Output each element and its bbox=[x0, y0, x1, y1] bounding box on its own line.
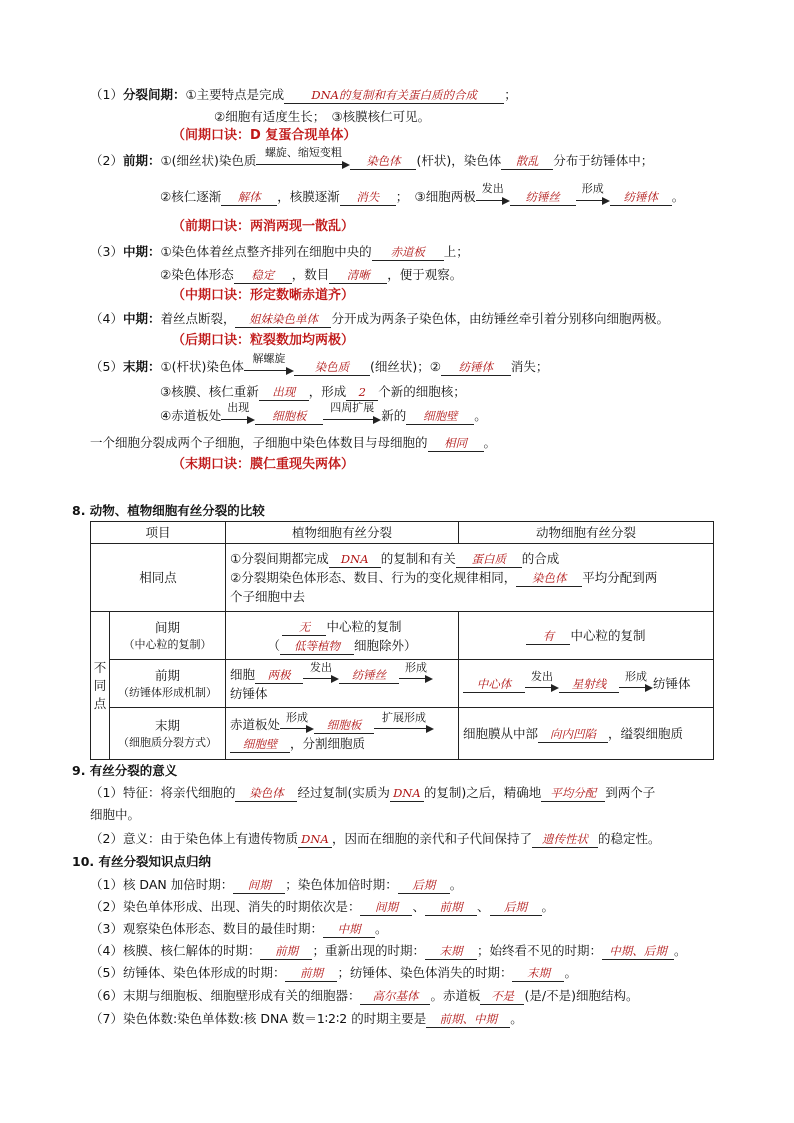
text: 的合成 bbox=[521, 551, 560, 566]
arrow-label: 出现 bbox=[227, 401, 250, 414]
answer-blank: 蛋白质 bbox=[456, 552, 522, 568]
arrow bbox=[280, 710, 314, 734]
prophase-mnemonic: （前期口诀：两消两现一散乱） bbox=[172, 219, 355, 234]
telophase-line-2 bbox=[160, 383, 466, 401]
prophase-line-1 bbox=[90, 146, 654, 170]
answer-blank: 无 bbox=[282, 620, 326, 636]
same-content bbox=[226, 544, 714, 612]
anaphase-title: 中期： bbox=[122, 311, 161, 326]
answer-blank: DNA bbox=[298, 832, 332, 848]
answer-blank: 纺锤体 bbox=[441, 360, 511, 376]
arrow bbox=[244, 352, 294, 376]
interphase-mnemonic: （间期口诀：D 复蛋合现单体） bbox=[172, 128, 357, 143]
text: 到两个子 bbox=[605, 785, 656, 800]
text: 中心粒的复制 bbox=[570, 628, 646, 643]
answer-blank: 散乱 bbox=[501, 154, 553, 170]
text: ； bbox=[504, 87, 517, 102]
answer-blank: 间期 bbox=[360, 900, 412, 916]
text: ，核膜逐渐 bbox=[277, 189, 340, 204]
text: ②核仁逐渐 bbox=[160, 189, 222, 204]
arrow-label: 发出 bbox=[481, 182, 504, 195]
row-label-interphase: 间期 （中心粒的复制） bbox=[110, 612, 226, 660]
same-label: 相同点 bbox=[91, 544, 226, 612]
text: 中心粒的复制 bbox=[326, 618, 402, 634]
prophase-title: 前期： bbox=[122, 153, 161, 168]
text: ，形成 bbox=[308, 384, 347, 399]
answer-blank: DNA的复制和有关蛋白质的合成 bbox=[284, 88, 504, 104]
arrow-label: 发出 bbox=[310, 660, 333, 674]
text: ①(细丝状)染色质 bbox=[160, 153, 257, 168]
text: ，因而在细胞的亲代和子代间保持了 bbox=[331, 831, 532, 846]
arrow bbox=[476, 182, 510, 206]
item-number: （1） bbox=[90, 87, 123, 102]
anaphase-line-1 bbox=[90, 310, 669, 328]
interphase-line-2: ②细胞有适度生长； ③核膜核仁可见。 bbox=[214, 109, 431, 124]
arrow bbox=[619, 670, 653, 693]
text: ； ③细胞两极 bbox=[395, 189, 476, 204]
text: (细丝状)；② bbox=[369, 359, 441, 374]
telophase-title: 末期： bbox=[122, 359, 161, 374]
anaphase-mnemonic: （后期口诀：粒裂数加均两极） bbox=[172, 333, 355, 348]
item-number: （2） bbox=[90, 153, 123, 168]
header-item: 项目 bbox=[91, 522, 226, 544]
answer-blank: 细胞壁 bbox=[406, 409, 474, 425]
section-10-title: 10. 有丝分裂知识点归纳 bbox=[72, 854, 211, 869]
text: 一个细胞分裂成两个子细胞，子细胞中染色体数目与母细胞的 bbox=[90, 435, 428, 450]
section-10-q2: （2）染色单体形成、出现、消失的时期依次是： 间期 、 前期 、 后期 。 bbox=[90, 899, 555, 914]
arrow-label: 扩展形成 bbox=[382, 710, 427, 724]
text: ①染色体着丝点整齐排列在细胞中央的 bbox=[160, 244, 372, 259]
table-row-same bbox=[91, 544, 714, 612]
answer-blank: 染色质 bbox=[294, 360, 370, 376]
arrow bbox=[323, 401, 381, 425]
text: 新的 bbox=[381, 408, 407, 423]
text: ，便于观察。 bbox=[387, 267, 463, 282]
answer-blank: 星射线 bbox=[559, 677, 619, 693]
metaphase-mnemonic: （中期口诀：形定数晰赤道齐） bbox=[172, 288, 355, 303]
text: 细胞膜从中部 bbox=[463, 726, 539, 741]
text: 着丝点断裂， bbox=[160, 311, 236, 326]
text: ①主要特点是完成 bbox=[185, 87, 285, 102]
metaphase-line-2 bbox=[160, 266, 462, 284]
arrow bbox=[576, 182, 610, 206]
text: ②染色体形态 bbox=[160, 267, 234, 282]
text: 纺锤体 bbox=[230, 685, 268, 701]
answer-blank: 前期 bbox=[285, 966, 337, 982]
arrow bbox=[374, 710, 434, 734]
telophase-mnemonic: （末期口诀：膜仁重现失两体） bbox=[172, 457, 355, 472]
section-10-q6: （6）末期与细胞板、细胞壁形成有关的细胞器： 高尔基体 。赤道板 不是 (是/不是)细胞结构。 bbox=[90, 988, 639, 1003]
answer-blank: DNA bbox=[329, 552, 381, 568]
animal-prophase bbox=[459, 660, 714, 708]
arrow-label: 形成 bbox=[625, 670, 647, 683]
item-number: （5） bbox=[90, 359, 123, 374]
interphase-line-1 bbox=[90, 86, 517, 104]
section-9-significance bbox=[90, 830, 661, 848]
answer-blank: 前期 bbox=[260, 944, 312, 960]
text: 分布于纺锤体中； bbox=[553, 153, 654, 168]
table-header-row bbox=[91, 522, 714, 544]
answer-blank: 纺锤体 bbox=[610, 190, 672, 206]
table-row-prophase bbox=[91, 660, 714, 708]
answer-blank: 间期 bbox=[233, 878, 285, 894]
text: 的复制和有关 bbox=[380, 551, 456, 566]
text: 细胞除外） bbox=[354, 637, 417, 653]
item-number: （4） bbox=[90, 311, 123, 326]
answer-blank: 出现 bbox=[259, 385, 309, 401]
answer-blank: 有 bbox=[526, 629, 570, 645]
arrow bbox=[303, 660, 339, 684]
answer-blank: 细胞板 bbox=[255, 409, 323, 425]
text: ，缢裂细胞质 bbox=[608, 726, 684, 741]
text: ④赤道板处 bbox=[160, 408, 222, 423]
text: （ bbox=[267, 637, 280, 653]
answer-blank: 相同 bbox=[428, 436, 484, 452]
text: 消失； bbox=[510, 359, 549, 374]
metaphase-line-1 bbox=[90, 243, 469, 261]
section-9-feature-cont: 细胞中。 bbox=[90, 807, 141, 822]
answer-blank: 前期、中期 bbox=[426, 1012, 510, 1028]
text: ②分裂期染色体形态、数目、行为的变化规律相同， bbox=[230, 570, 517, 585]
answer-blank: 两极 bbox=[255, 668, 303, 684]
text: 。 bbox=[474, 408, 487, 423]
answer-blank: 细胞板 bbox=[314, 718, 374, 734]
text: 分开成为两条子染色体，由纺锤丝牵引着分别移向细胞两极。 bbox=[331, 311, 669, 326]
row-label-prophase: 前期 （纺锤体形成机制） bbox=[110, 660, 226, 708]
table-row-telophase bbox=[91, 708, 714, 760]
answer-blank: 解体 bbox=[221, 190, 277, 206]
header-animal: 动物细胞有丝分裂 bbox=[459, 522, 714, 544]
answer-blank: 消失 bbox=[340, 190, 396, 206]
diff-label: 不同点 bbox=[91, 612, 110, 760]
answer-blank: 末期 bbox=[425, 944, 477, 960]
text: 平均分配到两 bbox=[582, 570, 658, 585]
text: 赤道板处 bbox=[230, 716, 281, 732]
answer-blank: 中心体 bbox=[463, 677, 525, 693]
arrow-label: 解螺旋 bbox=[252, 352, 286, 365]
text: 的稳定性。 bbox=[597, 831, 661, 846]
text: ①分裂间期都完成 bbox=[230, 551, 329, 566]
text: 的复制)之后，精确地 bbox=[423, 785, 542, 800]
answer-blank: 向内凹陷 bbox=[538, 727, 608, 743]
arrow bbox=[256, 146, 350, 170]
answer-blank: 遗传性状 bbox=[532, 832, 598, 848]
animal-interphase bbox=[459, 612, 714, 660]
answer-blank: 纺锤丝 bbox=[339, 668, 399, 684]
answer-blank: 稳定 bbox=[234, 268, 292, 284]
text: 个子细胞中去 bbox=[230, 589, 306, 604]
table-row-interphase bbox=[91, 612, 714, 660]
text: （2）意义：由于染色体上有遗传物质 bbox=[90, 831, 298, 846]
section-10-q3: （3）观察染色体形态、数目的最佳时期： 中期 。 bbox=[90, 921, 388, 936]
arrow bbox=[399, 660, 433, 684]
answer-blank: 平均分配 bbox=[541, 786, 605, 802]
plant-prophase bbox=[226, 660, 459, 708]
text: 经过复制(实质为 bbox=[297, 785, 390, 800]
text: ①(杆状)染色体 bbox=[160, 359, 244, 374]
metaphase-title: 中期： bbox=[122, 244, 161, 259]
section-10-q5: （5）纺锤体、染色体形成的时期： 前期 ；纺锤体、染色体消失的时期： 末期 。 bbox=[90, 965, 577, 980]
text: 上； bbox=[443, 244, 469, 259]
section-10-q1: （1）核 DAN 加倍时期： 间期 ；染色体加倍时期： 后期 。 bbox=[90, 877, 463, 892]
answer-blank: 低等植物 bbox=[280, 639, 354, 655]
answer-blank: 前期 bbox=[425, 900, 477, 916]
telophase-line-3 bbox=[160, 401, 487, 425]
arrow bbox=[221, 401, 255, 425]
text: ③核膜、核仁重新 bbox=[160, 384, 259, 399]
section-10-q7: （7）染色体数:染色单体数:核 DNA 数＝1∶2∶2 的时期主要是 前期、中期 。 bbox=[90, 1011, 523, 1026]
answer-blank: 纺锤丝 bbox=[510, 190, 576, 206]
arrow-label: 四周扩展 bbox=[330, 401, 375, 414]
arrow-label: 螺旋、缩短变粗 bbox=[264, 146, 342, 159]
text: ，数目 bbox=[291, 267, 330, 282]
answer-blank: 中期 bbox=[323, 922, 375, 938]
answer-blank: 不是 bbox=[480, 989, 524, 1005]
answer-blank: 赤道板 bbox=[372, 245, 444, 261]
text: 。 bbox=[483, 435, 497, 450]
answer-blank: 2 bbox=[346, 385, 378, 401]
arrow-label: 形成 bbox=[581, 182, 604, 195]
answer-blank: 染色体 bbox=[235, 786, 297, 802]
section-9-title: 9. 有丝分裂的意义 bbox=[72, 763, 178, 778]
section-9-feature bbox=[90, 784, 655, 802]
arrow-label: 形成 bbox=[405, 660, 428, 674]
plant-telophase bbox=[226, 708, 459, 760]
prophase-line-2 bbox=[160, 182, 685, 206]
arrow-label: 发出 bbox=[531, 670, 553, 683]
telophase-line-4 bbox=[90, 434, 496, 452]
text: (杆状)，染色体 bbox=[416, 153, 502, 168]
answer-blank: 中期、后期 bbox=[602, 944, 674, 960]
item-number: （3） bbox=[90, 244, 123, 259]
answer-blank: 细胞壁 bbox=[230, 737, 290, 753]
animal-telophase bbox=[459, 708, 714, 760]
section-8-title: 8. 动物、植物细胞有丝分裂的比较 bbox=[72, 503, 265, 518]
text: 个新的细胞核； bbox=[378, 384, 466, 399]
answer-blank: 姐妹染色单体 bbox=[235, 312, 331, 328]
text: 纺锤体 bbox=[653, 676, 691, 691]
text: （1）特征：将亲代细胞的 bbox=[90, 785, 236, 800]
comparison-table bbox=[90, 521, 714, 760]
answer-blank: 染色体 bbox=[516, 571, 582, 587]
text: 细胞 bbox=[230, 666, 256, 682]
interphase-title: 分裂间期： bbox=[122, 87, 186, 102]
answer-blank: 染色体 bbox=[350, 154, 416, 170]
plant-interphase bbox=[226, 612, 459, 660]
answer-blank: DNA bbox=[390, 786, 424, 802]
text: ，分割细胞质 bbox=[290, 735, 366, 751]
row-label-telophase: 末期 （细胞质分裂方式） bbox=[110, 708, 226, 760]
arrow bbox=[525, 670, 559, 693]
telophase-line-1 bbox=[90, 352, 549, 376]
answer-blank: 后期 bbox=[398, 878, 450, 894]
answer-blank: 清晰 bbox=[329, 268, 387, 284]
answer-blank: 高尔基体 bbox=[360, 989, 430, 1005]
answer-blank: 后期 bbox=[490, 900, 542, 916]
answer-blank: 末期 bbox=[512, 966, 564, 982]
text: 。 bbox=[671, 189, 685, 204]
header-plant: 植物细胞有丝分裂 bbox=[226, 522, 459, 544]
arrow-label: 形成 bbox=[286, 710, 309, 724]
section-10-q4: （4）核膜、核仁解体的时期： 前期 ；重新出现的时期： 末期 ；始终看不见的时期： 中期、后期 。 bbox=[90, 943, 687, 958]
